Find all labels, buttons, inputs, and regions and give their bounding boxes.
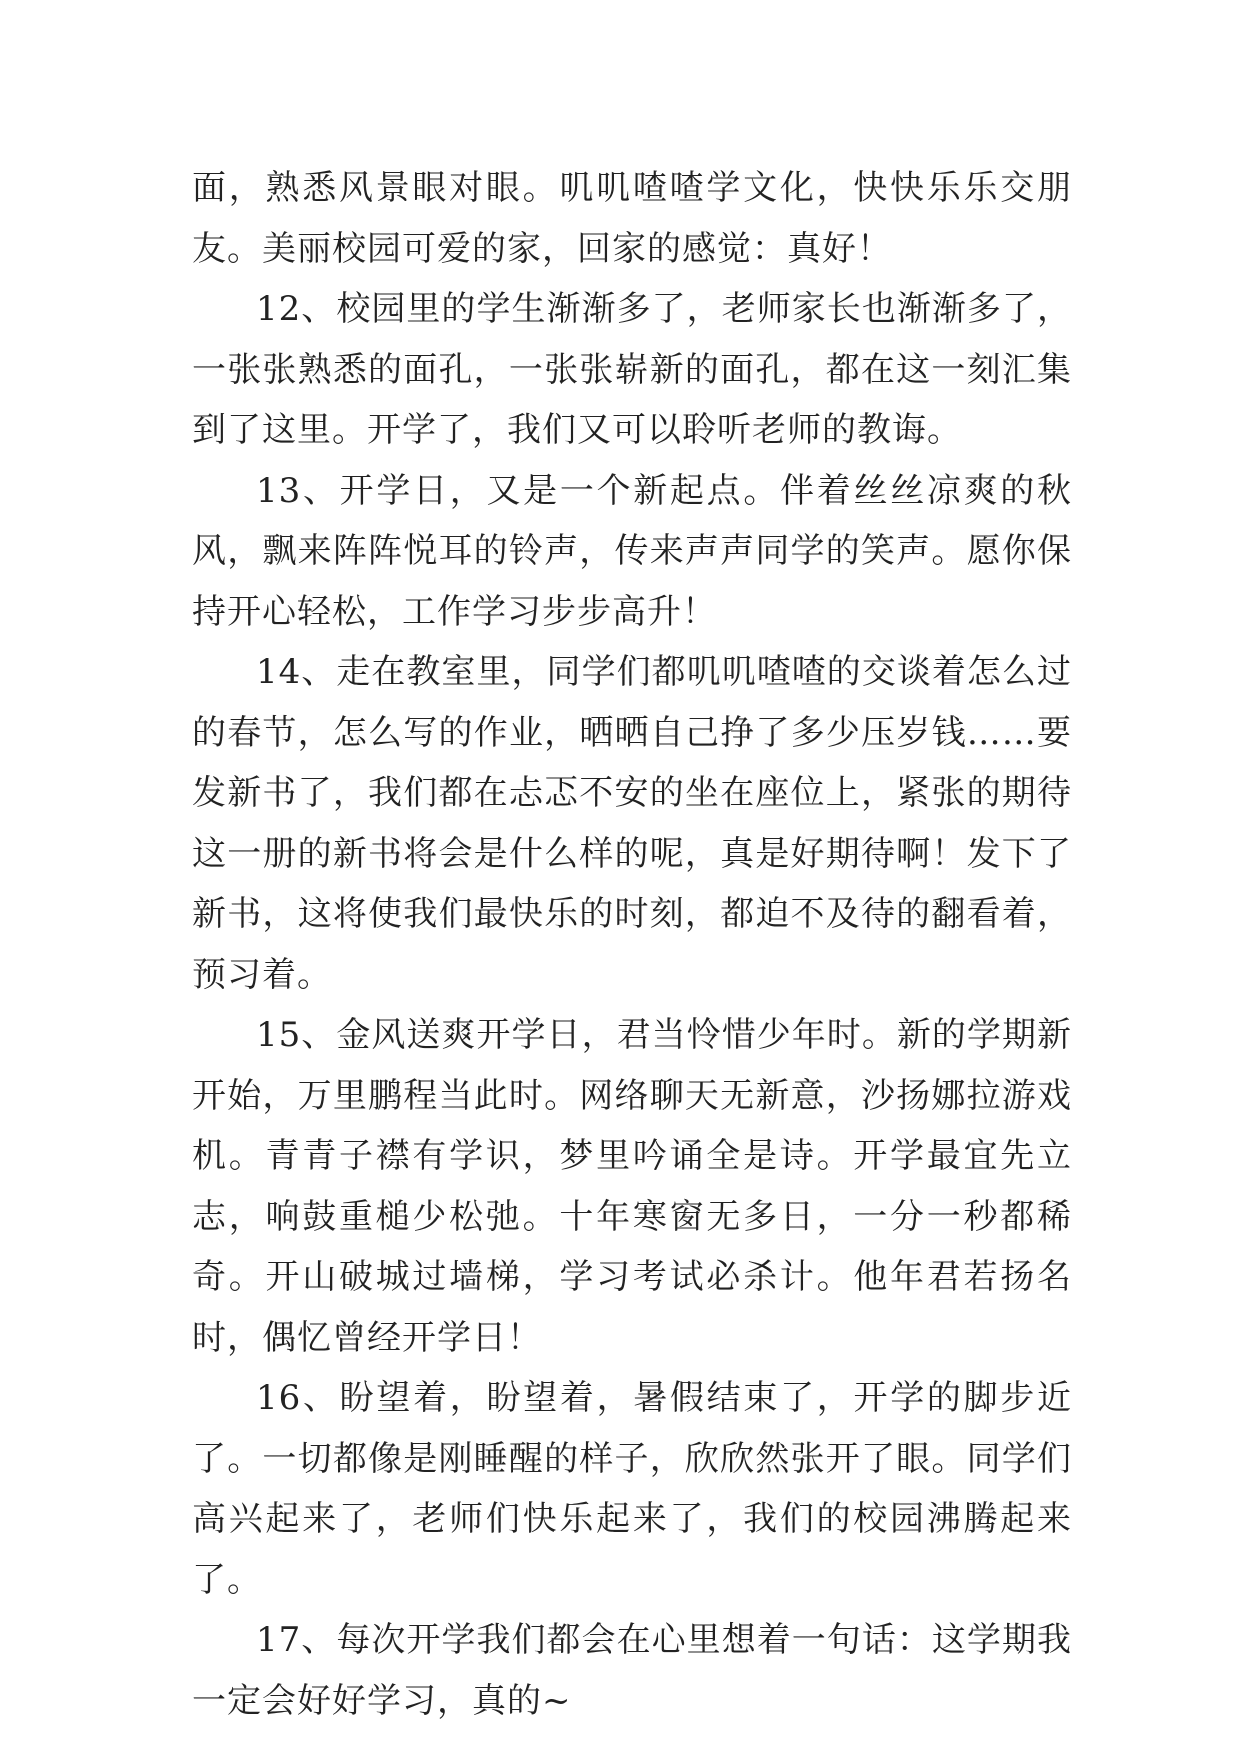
paragraph-16: 16、盼望着，盼望着，暑假结束了，开学的脚步近了。一切都像是刚睡醒的样子，欣欣然张开了眼。同学们高兴起来了，老师们快乐起来了，我们的校园沸腾起来了。 (192, 1378, 1072, 1600)
paragraph-11-continued: 面，熟悉风景眼对眼。叽叽喳喳学文化，快快乐乐交朋友。美丽校园可爱的家，回家的感觉：真好！ (192, 168, 1072, 269)
document-body (192, 158, 1072, 1731)
paragraph-14: 14、走在教室里，同学们都叽叽喳喳的交谈着怎么过的春节，怎么写的作业，晒晒自己挣了多少压岁钱……要发新书了，我们都在忐忑不安的坐在座位上，紧张的期待这一册的新书将会是什么样的呢，真是好期待啊！发下了新书，这将使我们最快乐的时刻，都迫不及待的翻看着，预习着。 (192, 652, 1072, 995)
paragraph-13: 13、开学日，又是一个新起点。伴着丝丝凉爽的秋风，飘来阵阵悦耳的铃声，传来声声同学的笑声。愿你保持开心轻松，工作学习步步高升！ (192, 470, 1072, 632)
paragraph-12: 12、校园里的学生渐渐多了，老师家长也渐渐多了，一张张熟悉的面孔，一张张崭新的面孔，都在这一刻汇集到了这里。开学了，我们又可以聆听老师的教诲。 (192, 289, 1072, 450)
paragraph-15: 15、金风送爽开学日，君当怜惜少年时。新的学期新开始，万里鹏程当此时。网络聊天无新意，沙扬娜拉游戏机。青青子襟有学识，梦里吟诵全是诗。开学最宜先立志，响鼓重槌少松弛。十年寒窗无多日，一分一秒都稀奇。开山破城过墙梯，学习考试必杀计。他年君若扬名时，偶忆曾经开学日！ (192, 1015, 1072, 1358)
paragraph-17: 17、每次开学我们都会在心里想着一句话：这学期我一定会好好学习，真的~ (192, 1620, 1072, 1721)
